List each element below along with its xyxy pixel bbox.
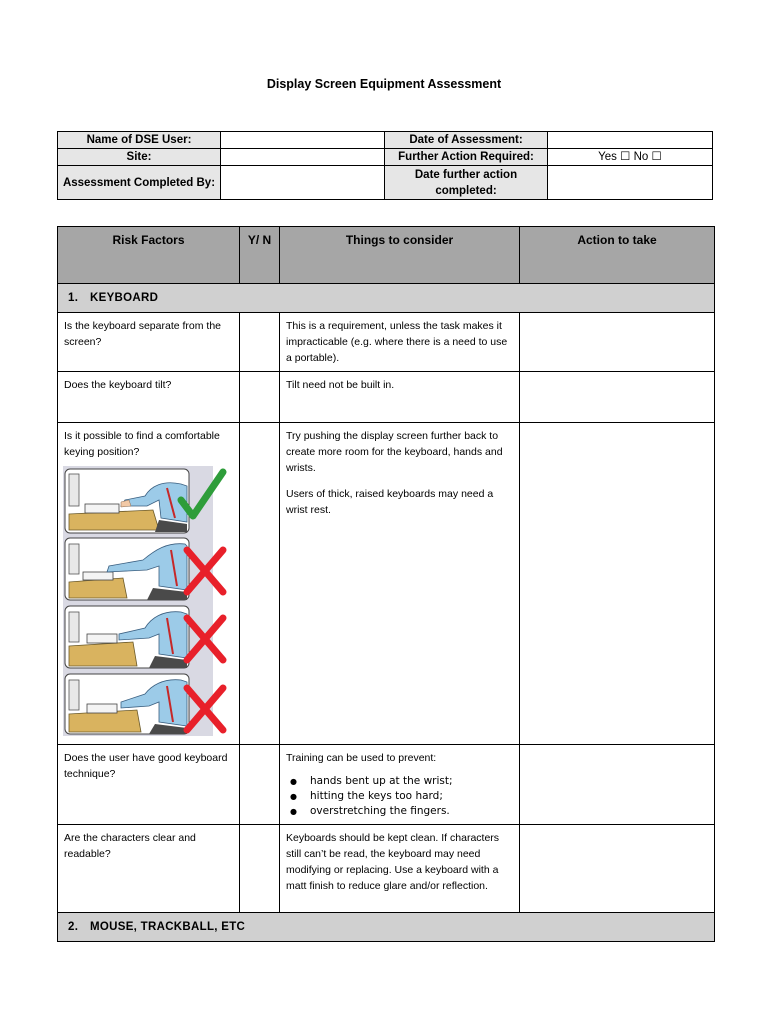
name-label: Name of DSE User: [58, 132, 221, 149]
name-field[interactable] [221, 132, 385, 149]
consider-text: Training can be used to prevent: [286, 752, 437, 764]
posture-panel-incorrect [65, 606, 189, 668]
risk-factor: Does the user have good keyboard technique? [58, 745, 240, 825]
action-cell[interactable] [520, 372, 715, 423]
posture-panel-correct [65, 469, 189, 533]
action-cell[interactable] [520, 313, 715, 372]
table-row [58, 745, 715, 825]
section-number: 2. [68, 921, 79, 933]
header-yn: Y/ N [240, 227, 280, 284]
technique-bullet-list [286, 774, 513, 819]
consider-text-secondary: Users of thick, raised keyboards may need a wrist rest. [286, 488, 494, 516]
risk-factor: Is the keyboard separate from the screen? [58, 313, 240, 372]
risk-factor: Does the keyboard tilt? [58, 372, 240, 423]
table-header-row [58, 227, 715, 284]
section-row-mouse [58, 913, 715, 942]
assessment-info-table [57, 131, 713, 200]
risk-factor: Is it possible to find a comfortable keying position? [64, 430, 220, 458]
completed-by-label: Assessment Completed By: [58, 166, 221, 200]
risk-factor: Are the characters clear and readable? [58, 825, 240, 913]
action-cell[interactable] [520, 423, 715, 745]
header-risk-factors: Risk Factors [58, 227, 240, 284]
section-title: KEYBOARD [90, 292, 159, 304]
table-row [58, 825, 715, 913]
table-row [58, 423, 715, 745]
action-cell[interactable] [520, 745, 715, 825]
list-item: ● overstretching the fingers. [306, 804, 513, 819]
table-row [58, 372, 715, 423]
date-field[interactable] [548, 132, 713, 149]
table-row [58, 313, 715, 372]
list-item: ● hands bent up at the wrist; [306, 774, 513, 789]
list-item: ● hitting the keys too hard; [306, 789, 513, 804]
yn-cell[interactable] [240, 745, 280, 825]
consider-text: Tilt need not be built in. [280, 372, 520, 423]
posture-panel-incorrect [65, 538, 189, 600]
site-label: Site: [58, 149, 221, 166]
header-things-to-consider: Things to consider [280, 227, 520, 284]
keying-position-illustration [63, 466, 229, 736]
posture-panel-incorrect [65, 674, 189, 734]
yn-cell[interactable] [240, 423, 280, 745]
risk-assessment-table [57, 226, 715, 942]
header-action-to-take: Action to take [520, 227, 715, 284]
action-cell[interactable] [520, 825, 715, 913]
document-title: Display Screen Equipment Assessment [266, 77, 502, 91]
date-further-label: Date further action completed: [385, 166, 548, 200]
date-label: Date of Assessment: [385, 132, 548, 149]
further-action-label: Further Action Required: [385, 149, 548, 166]
section-row-keyboard [58, 284, 715, 313]
consider-text: Try pushing the display screen further back to create more room for the keyboard, hands and wrists. [286, 430, 503, 474]
yn-cell[interactable] [240, 825, 280, 913]
consider-text: Keyboards should be kept clean. If characters still can’t be read, the keyboard may need modifying or replacing. Use a keyboard with a matt finish to reduce glare and/or reflection. [280, 825, 520, 913]
site-field[interactable] [221, 149, 385, 166]
section-title: MOUSE, TRACKBALL, ETC [90, 921, 246, 933]
section-number: 1. [68, 292, 79, 304]
completed-by-field[interactable] [221, 166, 385, 200]
consider-text: This is a requirement, unless the task makes it impracticable (e.g. where there is a need to use a portable). [280, 313, 520, 372]
further-action-checkboxes[interactable]: Yes ☐ No ☐ [548, 149, 713, 166]
yn-cell[interactable] [240, 313, 280, 372]
yn-cell[interactable] [240, 372, 280, 423]
date-further-field[interactable] [548, 166, 713, 200]
